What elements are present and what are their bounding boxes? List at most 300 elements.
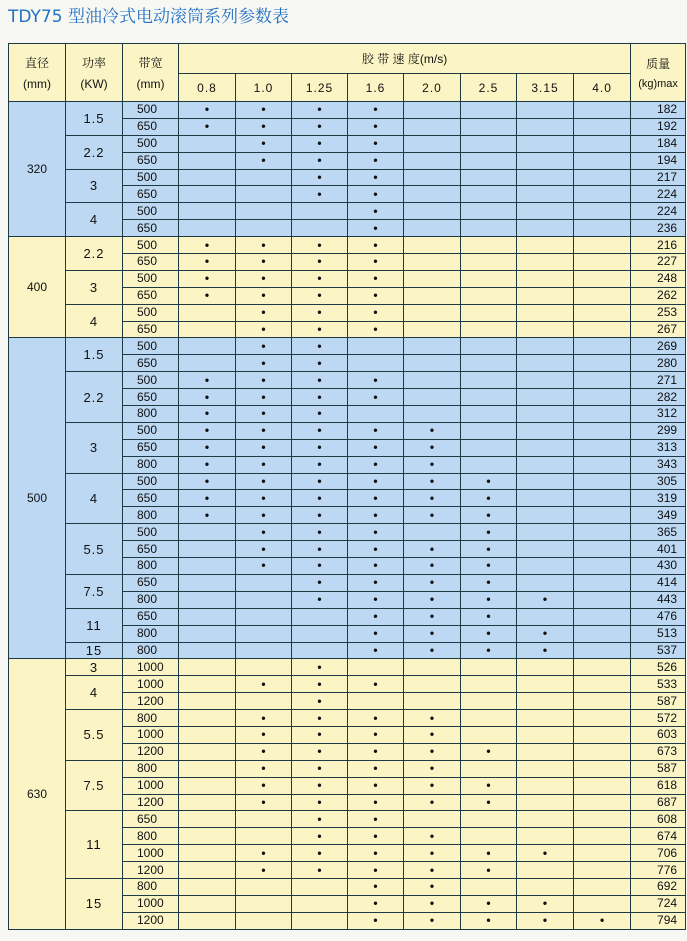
speed-empty-cell bbox=[574, 828, 631, 845]
speed-available-dot: • bbox=[236, 743, 292, 760]
speed-available-dot: • bbox=[236, 439, 292, 456]
mass-cell: 692 bbox=[631, 878, 686, 895]
speed-available-dot: • bbox=[348, 169, 404, 186]
speed-empty-cell bbox=[574, 186, 631, 203]
speed-empty-cell bbox=[179, 355, 236, 372]
speed-empty-cell bbox=[179, 743, 236, 760]
belt-width-cell: 1000 bbox=[123, 895, 179, 912]
speed-empty-cell bbox=[574, 118, 631, 135]
speed-empty-cell bbox=[292, 912, 348, 929]
speed-empty-cell bbox=[179, 625, 236, 642]
speed-empty-cell bbox=[404, 237, 461, 254]
speed-empty-cell bbox=[574, 676, 631, 693]
speed-available-dot: • bbox=[179, 287, 236, 304]
speed-available-dot: • bbox=[404, 642, 461, 659]
speed-empty-cell bbox=[461, 118, 517, 135]
header-power-label: 功率 bbox=[81, 56, 106, 70]
speed-empty-cell bbox=[236, 878, 292, 895]
speed-available-dot: • bbox=[404, 710, 461, 727]
header-power bbox=[66, 44, 123, 102]
speed-empty-cell bbox=[179, 524, 236, 541]
speed-empty-cell bbox=[574, 878, 631, 895]
speed-available-dot: • bbox=[236, 473, 292, 490]
speed-empty-cell bbox=[517, 490, 574, 507]
speed-available-dot: • bbox=[404, 760, 461, 777]
speed-available-dot: • bbox=[348, 862, 404, 879]
speed-available-dot: • bbox=[348, 439, 404, 456]
speed-empty-cell bbox=[517, 794, 574, 811]
speed-available-dot: • bbox=[348, 777, 404, 794]
speed-available-dot: • bbox=[236, 456, 292, 473]
speed-empty-cell bbox=[236, 574, 292, 591]
speed-available-dot: • bbox=[236, 524, 292, 541]
belt-width-cell: 500 bbox=[123, 524, 179, 541]
belt-width-cell: 800 bbox=[123, 558, 179, 575]
speed-empty-cell bbox=[461, 338, 517, 355]
mass-cell: 673 bbox=[631, 743, 686, 760]
speed-empty-cell bbox=[574, 777, 631, 794]
speed-available-dot: • bbox=[348, 135, 404, 152]
speed-empty-cell bbox=[348, 355, 404, 372]
power-cell: 3 bbox=[66, 169, 123, 203]
speed-empty-cell bbox=[404, 152, 461, 169]
speed-available-dot: • bbox=[348, 912, 404, 929]
mass-cell: 603 bbox=[631, 726, 686, 743]
speed-available-dot: • bbox=[461, 507, 517, 524]
speed-available-dot: • bbox=[292, 254, 348, 271]
speed-available-dot: • bbox=[292, 152, 348, 169]
speed-available-dot: • bbox=[292, 439, 348, 456]
speed-available-dot: • bbox=[404, 895, 461, 912]
speed-empty-cell bbox=[517, 304, 574, 321]
speed-available-dot: • bbox=[461, 473, 517, 490]
speed-available-dot: • bbox=[236, 254, 292, 271]
speed-available-dot: • bbox=[348, 287, 404, 304]
speed-available-dot: • bbox=[348, 811, 404, 828]
speed-available-dot: • bbox=[404, 422, 461, 439]
belt-width-cell: 500 bbox=[123, 422, 179, 439]
speed-available-dot: • bbox=[236, 676, 292, 693]
speed-available-dot: • bbox=[292, 524, 348, 541]
speed-empty-cell bbox=[404, 338, 461, 355]
speed-empty-cell bbox=[179, 169, 236, 186]
speed-available-dot: • bbox=[348, 895, 404, 912]
speed-empty-cell bbox=[517, 659, 574, 676]
header-speed-3.15: 3.15 bbox=[517, 74, 574, 102]
speed-empty-cell bbox=[574, 355, 631, 372]
speed-available-dot: • bbox=[461, 794, 517, 811]
belt-width-cell: 800 bbox=[123, 406, 179, 423]
speed-available-dot: • bbox=[236, 422, 292, 439]
belt-width-cell: 650 bbox=[123, 811, 179, 828]
speed-available-dot: • bbox=[348, 642, 404, 659]
speed-empty-cell bbox=[179, 203, 236, 220]
speed-empty-cell bbox=[461, 152, 517, 169]
speed-available-dot: • bbox=[348, 270, 404, 287]
speed-empty-cell bbox=[179, 220, 236, 237]
mass-cell: 776 bbox=[631, 862, 686, 879]
speed-available-dot: • bbox=[404, 777, 461, 794]
belt-width-cell: 500 bbox=[123, 338, 179, 355]
diameter-cell: 320 bbox=[9, 102, 66, 237]
speed-available-dot: • bbox=[404, 541, 461, 558]
speed-empty-cell bbox=[574, 220, 631, 237]
speed-empty-cell bbox=[179, 878, 236, 895]
speed-available-dot: • bbox=[404, 456, 461, 473]
speed-available-dot: • bbox=[292, 118, 348, 135]
speed-available-dot: • bbox=[517, 912, 574, 929]
speed-available-dot: • bbox=[348, 473, 404, 490]
power-cell: 11 bbox=[66, 608, 123, 642]
parameter-table bbox=[8, 43, 686, 930]
speed-available-dot: • bbox=[292, 186, 348, 203]
speed-empty-cell bbox=[179, 608, 236, 625]
speed-available-dot: • bbox=[292, 287, 348, 304]
speed-available-dot: • bbox=[461, 777, 517, 794]
power-cell: 2.2 bbox=[66, 372, 123, 423]
mass-cell: 349 bbox=[631, 507, 686, 524]
speed-empty-cell bbox=[517, 338, 574, 355]
power-cell: 15 bbox=[66, 878, 123, 929]
speed-available-dot: • bbox=[348, 524, 404, 541]
speed-empty-cell bbox=[179, 710, 236, 727]
speed-empty-cell bbox=[461, 186, 517, 203]
page-title: TDY75 型油冷式电动滚筒系列参数表 bbox=[8, 7, 289, 27]
speed-empty-cell bbox=[517, 862, 574, 879]
speed-empty-cell bbox=[236, 203, 292, 220]
diameter-cell: 400 bbox=[9, 237, 66, 338]
speed-available-dot: • bbox=[348, 608, 404, 625]
speed-empty-cell bbox=[574, 794, 631, 811]
speed-empty-cell bbox=[517, 372, 574, 389]
table-row bbox=[9, 642, 686, 659]
speed-empty-cell bbox=[179, 862, 236, 879]
speed-empty-cell bbox=[574, 135, 631, 152]
speed-empty-cell bbox=[461, 135, 517, 152]
diameter-cell: 500 bbox=[9, 338, 66, 659]
table-row bbox=[9, 338, 686, 355]
speed-empty-cell bbox=[179, 912, 236, 929]
speed-empty-cell bbox=[404, 676, 461, 693]
speed-empty-cell bbox=[461, 439, 517, 456]
speed-available-dot: • bbox=[236, 406, 292, 423]
speed-empty-cell bbox=[404, 524, 461, 541]
speed-empty-cell bbox=[404, 118, 461, 135]
speed-empty-cell bbox=[461, 254, 517, 271]
speed-available-dot: • bbox=[404, 828, 461, 845]
speed-empty-cell bbox=[574, 490, 631, 507]
speed-available-dot: • bbox=[179, 406, 236, 423]
mass-cell: 305 bbox=[631, 473, 686, 490]
speed-available-dot: • bbox=[461, 912, 517, 929]
speed-available-dot: • bbox=[179, 490, 236, 507]
speed-available-dot: • bbox=[461, 845, 517, 862]
speed-available-dot: • bbox=[404, 726, 461, 743]
speed-available-dot: • bbox=[461, 895, 517, 912]
belt-width-cell: 800 bbox=[123, 507, 179, 524]
speed-empty-cell bbox=[517, 220, 574, 237]
speed-available-dot: • bbox=[236, 726, 292, 743]
power-cell: 15 bbox=[66, 642, 123, 659]
speed-empty-cell bbox=[517, 558, 574, 575]
speed-available-dot: • bbox=[348, 743, 404, 760]
speed-available-dot: • bbox=[292, 321, 348, 338]
belt-width-cell: 650 bbox=[123, 152, 179, 169]
speed-available-dot: • bbox=[404, 608, 461, 625]
belt-width-cell: 650 bbox=[123, 321, 179, 338]
speed-available-dot: • bbox=[517, 895, 574, 912]
speed-available-dot: • bbox=[292, 389, 348, 406]
speed-empty-cell bbox=[236, 828, 292, 845]
speed-empty-cell bbox=[461, 220, 517, 237]
speed-empty-cell bbox=[236, 693, 292, 710]
table-row bbox=[9, 710, 686, 727]
header-speed-1.6: 1.6 bbox=[348, 74, 404, 102]
speed-empty-cell bbox=[574, 287, 631, 304]
belt-width-cell: 650 bbox=[123, 287, 179, 304]
speed-available-dot: • bbox=[236, 777, 292, 794]
speed-available-dot: • bbox=[179, 439, 236, 456]
speed-available-dot: • bbox=[292, 338, 348, 355]
belt-width-cell: 800 bbox=[123, 625, 179, 642]
speed-available-dot: • bbox=[348, 203, 404, 220]
speed-empty-cell bbox=[179, 304, 236, 321]
speed-empty-cell bbox=[574, 895, 631, 912]
speed-available-dot: • bbox=[292, 845, 348, 862]
mass-cell: 253 bbox=[631, 304, 686, 321]
table-row bbox=[9, 169, 686, 186]
belt-width-cell: 1000 bbox=[123, 726, 179, 743]
speed-empty-cell bbox=[574, 591, 631, 608]
speed-empty-cell bbox=[517, 693, 574, 710]
mass-cell: 587 bbox=[631, 693, 686, 710]
speed-empty-cell bbox=[517, 878, 574, 895]
speed-empty-cell bbox=[574, 524, 631, 541]
header-belt-width bbox=[123, 44, 179, 102]
speed-empty-cell bbox=[574, 439, 631, 456]
speed-empty-cell bbox=[179, 659, 236, 676]
table-row bbox=[9, 237, 686, 254]
speed-empty-cell bbox=[517, 541, 574, 558]
speed-empty-cell bbox=[179, 693, 236, 710]
speed-available-dot: • bbox=[348, 456, 404, 473]
speed-available-dot: • bbox=[179, 372, 236, 389]
belt-width-cell: 500 bbox=[123, 102, 179, 119]
power-cell: 4 bbox=[66, 203, 123, 237]
mass-cell: 674 bbox=[631, 828, 686, 845]
speed-available-dot: • bbox=[292, 355, 348, 372]
mass-cell: 430 bbox=[631, 558, 686, 575]
speed-available-dot: • bbox=[574, 912, 631, 929]
power-cell: 4 bbox=[66, 473, 123, 524]
speed-available-dot: • bbox=[236, 321, 292, 338]
table-row bbox=[9, 574, 686, 591]
speed-empty-cell bbox=[461, 726, 517, 743]
header-speed-1.0: 1.0 bbox=[236, 74, 292, 102]
speed-empty-cell bbox=[179, 794, 236, 811]
speed-available-dot: • bbox=[348, 102, 404, 119]
speed-empty-cell bbox=[461, 355, 517, 372]
belt-width-cell: 650 bbox=[123, 608, 179, 625]
speed-empty-cell bbox=[236, 895, 292, 912]
speed-empty-cell bbox=[461, 456, 517, 473]
header-speed-2.0: 2.0 bbox=[404, 74, 461, 102]
mass-cell: 224 bbox=[631, 203, 686, 220]
speed-empty-cell bbox=[461, 203, 517, 220]
speed-empty-cell bbox=[461, 878, 517, 895]
speed-empty-cell bbox=[404, 304, 461, 321]
mass-cell: 618 bbox=[631, 777, 686, 794]
speed-empty-cell bbox=[404, 659, 461, 676]
speed-empty-cell bbox=[574, 102, 631, 119]
speed-empty-cell bbox=[461, 693, 517, 710]
speed-empty-cell bbox=[236, 186, 292, 203]
table-row bbox=[9, 760, 686, 777]
speed-empty-cell bbox=[461, 304, 517, 321]
belt-width-cell: 500 bbox=[123, 169, 179, 186]
speed-empty-cell bbox=[179, 574, 236, 591]
belt-width-cell: 650 bbox=[123, 574, 179, 591]
speed-available-dot: • bbox=[348, 254, 404, 271]
speed-empty-cell bbox=[179, 186, 236, 203]
speed-empty-cell bbox=[461, 422, 517, 439]
speed-empty-cell bbox=[574, 710, 631, 727]
speed-available-dot: • bbox=[404, 743, 461, 760]
mass-cell: 267 bbox=[631, 321, 686, 338]
speed-empty-cell bbox=[292, 625, 348, 642]
speed-empty-cell bbox=[292, 608, 348, 625]
mass-cell: 476 bbox=[631, 608, 686, 625]
speed-available-dot: • bbox=[461, 558, 517, 575]
speed-empty-cell bbox=[179, 321, 236, 338]
belt-width-cell: 800 bbox=[123, 456, 179, 473]
mass-cell: 526 bbox=[631, 659, 686, 676]
speed-empty-cell bbox=[348, 659, 404, 676]
belt-width-cell: 1000 bbox=[123, 676, 179, 693]
speed-available-dot: • bbox=[348, 845, 404, 862]
speed-available-dot: • bbox=[404, 490, 461, 507]
speed-empty-cell bbox=[236, 169, 292, 186]
speed-empty-cell bbox=[517, 608, 574, 625]
speed-available-dot: • bbox=[236, 490, 292, 507]
speed-empty-cell bbox=[404, 693, 461, 710]
speed-empty-cell bbox=[461, 676, 517, 693]
speed-empty-cell bbox=[517, 321, 574, 338]
speed-empty-cell bbox=[404, 169, 461, 186]
table-row bbox=[9, 659, 686, 676]
speed-available-dot: • bbox=[179, 507, 236, 524]
table-row bbox=[9, 135, 686, 152]
speed-available-dot: • bbox=[179, 270, 236, 287]
speed-available-dot: • bbox=[461, 490, 517, 507]
speed-empty-cell bbox=[461, 406, 517, 423]
speed-empty-cell bbox=[517, 102, 574, 119]
belt-width-cell: 1000 bbox=[123, 845, 179, 862]
speed-available-dot: • bbox=[404, 878, 461, 895]
header-diameter-label: 直径 bbox=[24, 56, 49, 70]
speed-empty-cell bbox=[517, 355, 574, 372]
speed-empty-cell bbox=[404, 186, 461, 203]
header-speed-0.8: 0.8 bbox=[179, 74, 236, 102]
speed-empty-cell bbox=[574, 422, 631, 439]
speed-empty-cell bbox=[404, 135, 461, 152]
mass-cell: 217 bbox=[631, 169, 686, 186]
speed-available-dot: • bbox=[292, 237, 348, 254]
speed-available-dot: • bbox=[292, 490, 348, 507]
speed-available-dot: • bbox=[179, 237, 236, 254]
speed-available-dot: • bbox=[236, 710, 292, 727]
speed-available-dot: • bbox=[404, 574, 461, 591]
mass-cell: 227 bbox=[631, 254, 686, 271]
mass-cell: 194 bbox=[631, 152, 686, 169]
speed-empty-cell bbox=[292, 642, 348, 659]
speed-available-dot: • bbox=[292, 574, 348, 591]
speed-empty-cell bbox=[574, 693, 631, 710]
speed-available-dot: • bbox=[236, 287, 292, 304]
speed-available-dot: • bbox=[461, 591, 517, 608]
speed-available-dot: • bbox=[179, 254, 236, 271]
speed-available-dot: • bbox=[461, 862, 517, 879]
speed-empty-cell bbox=[179, 541, 236, 558]
speed-available-dot: • bbox=[292, 710, 348, 727]
speed-available-dot: • bbox=[292, 777, 348, 794]
speed-available-dot: • bbox=[292, 406, 348, 423]
speed-available-dot: • bbox=[292, 760, 348, 777]
speed-empty-cell bbox=[517, 811, 574, 828]
speed-empty-cell bbox=[461, 270, 517, 287]
speed-empty-cell bbox=[517, 203, 574, 220]
mass-cell: 224 bbox=[631, 186, 686, 203]
speed-empty-cell bbox=[574, 760, 631, 777]
speed-available-dot: • bbox=[292, 507, 348, 524]
speed-empty-cell bbox=[404, 321, 461, 338]
speed-empty-cell bbox=[574, 237, 631, 254]
speed-available-dot: • bbox=[404, 439, 461, 456]
mass-cell: 513 bbox=[631, 625, 686, 642]
speed-available-dot: • bbox=[292, 102, 348, 119]
mass-cell: 271 bbox=[631, 372, 686, 389]
power-cell: 3 bbox=[66, 659, 123, 676]
speed-available-dot: • bbox=[404, 625, 461, 642]
speed-available-dot: • bbox=[179, 389, 236, 406]
speed-available-dot: • bbox=[236, 845, 292, 862]
speed-available-dot: • bbox=[348, 389, 404, 406]
belt-width-cell: 650 bbox=[123, 118, 179, 135]
speed-empty-cell bbox=[292, 895, 348, 912]
speed-empty-cell bbox=[517, 406, 574, 423]
speed-empty-cell bbox=[404, 406, 461, 423]
speed-available-dot: • bbox=[461, 574, 517, 591]
belt-width-cell: 650 bbox=[123, 220, 179, 237]
speed-empty-cell bbox=[574, 456, 631, 473]
speed-empty-cell bbox=[404, 811, 461, 828]
speed-available-dot: • bbox=[292, 270, 348, 287]
table-row bbox=[9, 304, 686, 321]
belt-width-cell: 650 bbox=[123, 490, 179, 507]
belt-width-cell: 500 bbox=[123, 372, 179, 389]
belt-width-cell: 650 bbox=[123, 186, 179, 203]
table-row bbox=[9, 473, 686, 490]
speed-available-dot: • bbox=[236, 794, 292, 811]
speed-empty-cell bbox=[574, 321, 631, 338]
speed-available-dot: • bbox=[179, 456, 236, 473]
speed-available-dot: • bbox=[404, 845, 461, 862]
speed-available-dot: • bbox=[179, 102, 236, 119]
speed-empty-cell bbox=[574, 726, 631, 743]
speed-empty-cell bbox=[461, 760, 517, 777]
header-mass bbox=[631, 44, 686, 102]
belt-width-cell: 1000 bbox=[123, 777, 179, 794]
